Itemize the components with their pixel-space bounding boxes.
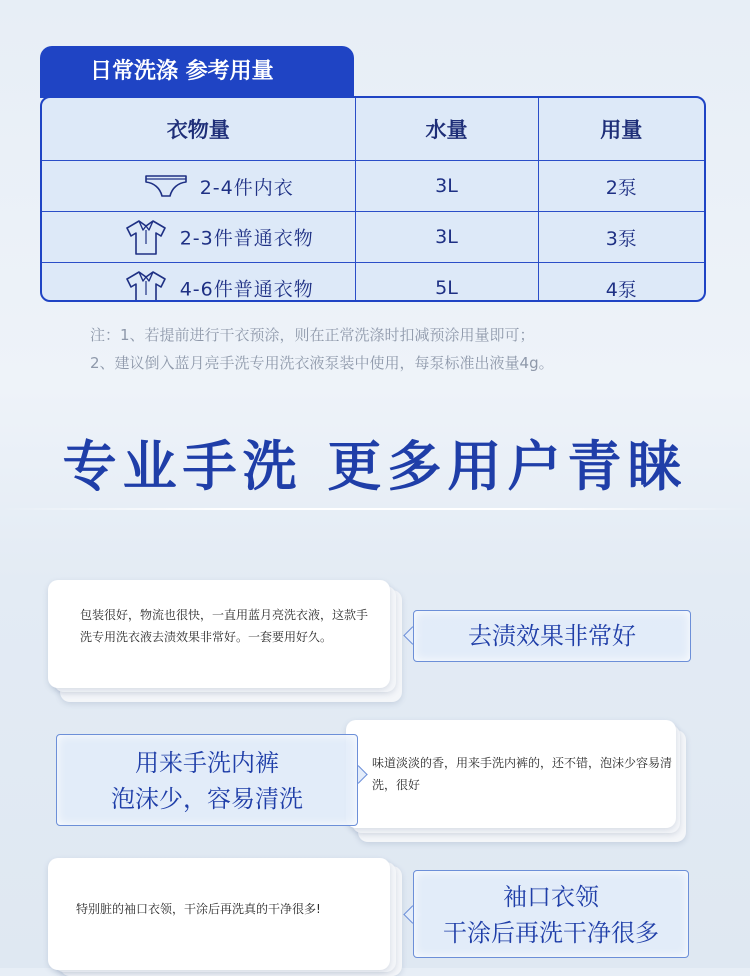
- tag-line: 用来手洗内裤: [135, 749, 279, 777]
- row-dose: 3泵: [538, 212, 704, 263]
- row-dose: 4泵: [538, 263, 704, 303]
- tag-line: 袖口衣领: [503, 883, 599, 911]
- row-water: 5L: [355, 263, 538, 303]
- table-row: [42, 212, 704, 263]
- usage-table: [40, 96, 706, 302]
- review-text: 包装很好，物流也很快，一直用蓝月亮洗衣液，这款手洗专用洗衣液去渍效果非常好。一套要用好久。: [80, 608, 369, 644]
- table-row: [42, 161, 704, 212]
- note-2: 2、建议倒入蓝月亮手洗专用洗衣液泵装中使用，每泵标准出液量4g。: [90, 354, 554, 372]
- row-item: 2-3件普通衣物: [179, 227, 314, 250]
- shirt-icon: [124, 269, 168, 302]
- review-text: 味道淡淡的香，用来手洗内裤的，还不错，泡沫少容易清洗，很好: [372, 756, 673, 792]
- row-water: 3L: [355, 161, 538, 212]
- review-tag-3: [413, 870, 689, 958]
- tag-line: 泡沫少，容易清洗: [111, 785, 303, 813]
- headline: 专业手洗 更多用户青睐: [62, 435, 688, 498]
- row-item: 2-4件内衣: [199, 176, 294, 199]
- row-item: 4-6件普通衣物: [179, 278, 314, 301]
- note-1: 注：1、若提前进行干衣预涂，则在正常洗涤时扣减预涂用量即可；: [90, 326, 535, 344]
- header-dose: 用量: [538, 98, 704, 161]
- shirt-icon: [124, 218, 168, 256]
- row-water: 3L: [355, 212, 538, 263]
- review-tag-1: [413, 610, 691, 662]
- tag-line: 去渍效果非常好: [468, 622, 636, 650]
- table-row: [42, 263, 704, 303]
- underwear-icon: [144, 173, 188, 199]
- row-dose: 2泵: [538, 161, 704, 212]
- review-tag-2: [56, 734, 358, 826]
- header-clothes: 衣物量: [42, 98, 355, 161]
- review-text: 特别脏的袖口衣领，干涂后再洗真的干净很多!: [76, 902, 321, 916]
- divider: [0, 508, 750, 510]
- usage-table-title: 日常洗涤 参考用量: [40, 46, 354, 98]
- tag-line: 干涂后再洗干净很多: [443, 919, 659, 947]
- header-water: 水量: [355, 98, 538, 161]
